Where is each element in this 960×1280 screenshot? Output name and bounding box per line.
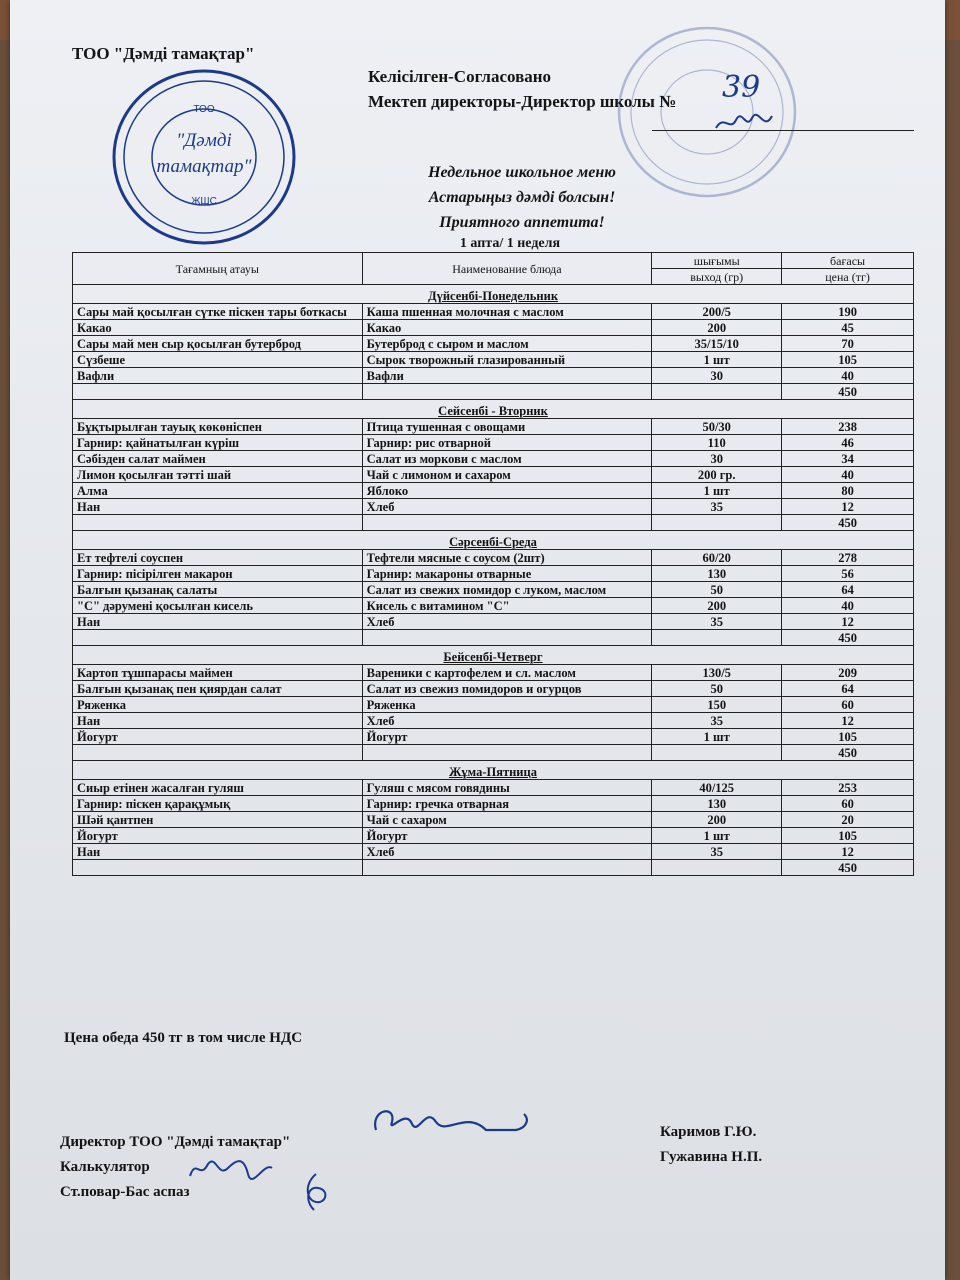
director-school-label: Мектеп директоры-Директор школы № [368, 92, 677, 111]
dish-price: 40 [782, 368, 914, 384]
day-cell [73, 285, 914, 304]
stamp-bottom-text: ЖШС [191, 196, 217, 207]
dish-name-kz: Нан [73, 614, 363, 630]
dish-name-kz: Балғын қызанақ пен қиярдан салат [73, 681, 363, 697]
company-seal-stamp [108, 64, 300, 250]
school-number-handwritten: 39 [722, 70, 761, 105]
day-name: Жұма-Пятница [449, 765, 537, 779]
dish-name-ru: Хлеб [362, 614, 652, 630]
day-total-row [73, 384, 914, 400]
dish-yield: 130 [652, 566, 782, 582]
dish-name-ru: Гарнир: макароны отварные [362, 566, 652, 582]
day-name: Сейсенбі - Вторник [438, 404, 548, 418]
empty-cell [362, 384, 652, 400]
dish-yield: 1 шт [652, 828, 782, 844]
day-total: 450 [782, 384, 914, 400]
dish-name-ru: Ряженка [362, 697, 652, 713]
day-header-row [73, 285, 914, 304]
day-total-row [73, 860, 914, 876]
dish-yield: 35 [652, 499, 782, 515]
dish-yield: 35 [652, 713, 782, 729]
dish-price: 46 [782, 435, 914, 451]
table-row [73, 614, 914, 630]
dish-name-kz: Гарнир: қайнатылған күріш [73, 435, 363, 451]
menu-title: Недельное школьное меню [428, 164, 616, 181]
dish-name-ru: Салат из свежих помидор с луком, маслом [362, 582, 652, 598]
dish-name-ru: Гарнир: рис отварной [362, 435, 652, 451]
dish-name-kz: Гарнир: пісірілген макарон [73, 566, 363, 582]
name-karimov: Каримов Г.Ю. [660, 1124, 757, 1140]
signatory-names [660, 1120, 762, 1170]
dish-price: 40 [782, 598, 914, 614]
dish-name-kz: Картоп тұшпарасы маймен [73, 665, 363, 681]
dish-price: 45 [782, 320, 914, 336]
dish-name-kz: "С" дәрумені қосылған кисель [73, 598, 363, 614]
day-total: 450 [782, 630, 914, 646]
chef-label: Ст.повар-Бас аспаз [60, 1184, 190, 1200]
day-total: 450 [782, 515, 914, 531]
weekly-menu-table [72, 252, 914, 876]
table-row [73, 665, 914, 681]
day-header-row [73, 400, 914, 419]
greeting-kz: Астарыңыз дәмді болсын! [428, 189, 616, 206]
table-row [73, 780, 914, 796]
empty-cell [362, 860, 652, 876]
table-row [73, 729, 914, 745]
dish-name-ru: Вафли [362, 368, 652, 384]
table-row [73, 304, 914, 320]
dish-name-kz: Вафли [73, 368, 363, 384]
dish-name-ru: Яблоко [362, 483, 652, 499]
agreed-label: Келісілген-Согласовано [368, 67, 552, 86]
dish-name-ru: Кисель с витамином "С" [362, 598, 652, 614]
day-name: Дүйсенбі-Понедельник [427, 289, 559, 303]
dish-name-kz: Йогурт [73, 828, 363, 844]
week-label: 1 апта/ 1 неделя [459, 236, 561, 251]
dish-price: 60 [782, 697, 914, 713]
empty-cell [73, 630, 363, 646]
dish-name-kz: Бұқтырылған тауық көкөніспен [73, 419, 363, 435]
day-header-row [73, 761, 914, 780]
dish-price: 56 [782, 566, 914, 582]
dish-yield: 50/30 [652, 419, 782, 435]
dish-yield: 200 гр. [652, 467, 782, 483]
table-row [73, 550, 914, 566]
column-header-yield-kz: шығымы [652, 253, 782, 269]
dish-yield: 1 шт [652, 352, 782, 368]
stamp-center-line1: "Дәмді [176, 130, 232, 151]
dish-price: 105 [782, 729, 914, 745]
director-school-signature [712, 108, 782, 136]
dish-price: 60 [782, 796, 914, 812]
table-row [73, 451, 914, 467]
dish-yield: 40/125 [652, 780, 782, 796]
dish-price: 34 [782, 451, 914, 467]
dish-name-kz: Нан [73, 499, 363, 515]
day-cell [73, 761, 914, 780]
empty-cell [362, 745, 652, 761]
dish-price: 64 [782, 681, 914, 697]
dish-price: 70 [782, 336, 914, 352]
dish-name-ru: Каша пшенная молочная с маслом [362, 304, 652, 320]
empty-cell [362, 515, 652, 531]
dish-yield: 1 шт [652, 483, 782, 499]
table-row [73, 598, 914, 614]
dish-name-kz: Сары май қосылған сүтке піскен тары боткасы [73, 304, 363, 320]
dish-name-ru: Чай с лимоном и сахаром [362, 467, 652, 483]
column-header-price-kz: бағасы [782, 253, 914, 269]
table-row [73, 483, 914, 499]
dish-price: 64 [782, 582, 914, 598]
dish-yield: 150 [652, 697, 782, 713]
dish-yield: 50 [652, 681, 782, 697]
dish-price: 12 [782, 713, 914, 729]
table-row [73, 499, 914, 515]
table-row [73, 467, 914, 483]
dish-name-ru: Салат из моркови с маслом [362, 451, 652, 467]
table-row [73, 812, 914, 828]
dish-name-kz: Ряженка [73, 697, 363, 713]
dish-name-ru: Салат из свежиз помидоров и огурцов [362, 681, 652, 697]
empty-cell [73, 384, 363, 400]
day-total-row [73, 630, 914, 646]
dish-name-ru: Гуляш с мясом говядины [362, 780, 652, 796]
dish-name-kz: Сәбізден салат маймен [73, 451, 363, 467]
dish-name-ru: Хлеб [362, 844, 652, 860]
dish-name-kz: Сары май мен сыр қосылған бутерброд [73, 336, 363, 352]
dish-yield: 35/15/10 [652, 336, 782, 352]
dish-yield: 130/5 [652, 665, 782, 681]
dish-name-ru: Чай с сахаром [362, 812, 652, 828]
dish-name-kz: Ет тефтелі соуспен [73, 550, 363, 566]
column-header-yield-ru: выход (гр) [652, 269, 782, 285]
column-header-kz: Тағамның атауы [73, 253, 363, 285]
day-header-row [73, 646, 914, 665]
day-header-row [73, 531, 914, 550]
empty-cell [652, 630, 782, 646]
chef-signature [296, 1170, 336, 1214]
dish-name-kz: Алма [73, 483, 363, 499]
dish-yield: 30 [652, 451, 782, 467]
calculator-signature [186, 1152, 276, 1186]
dish-name-kz: Шәй қантпен [73, 812, 363, 828]
name-guzhavina: Гужавина Н.П. [660, 1149, 763, 1165]
dish-yield: 200/5 [652, 304, 782, 320]
column-header-ru: Наименование блюда [362, 253, 652, 285]
table-row [73, 828, 914, 844]
price-note: Цена обеда 450 тг в том числе НДС [64, 1030, 303, 1046]
table-row [73, 352, 914, 368]
dish-name-kz: Какао [73, 320, 363, 336]
dish-price: 12 [782, 614, 914, 630]
day-cell [73, 400, 914, 419]
empty-cell [652, 515, 782, 531]
dish-price: 238 [782, 419, 914, 435]
dish-price: 20 [782, 812, 914, 828]
dish-name-ru: Бутерброд с сыром и маслом [362, 336, 652, 352]
dish-yield: 35 [652, 844, 782, 860]
empty-cell [73, 860, 363, 876]
dish-name-ru: Хлеб [362, 499, 652, 515]
director-signature [366, 1100, 536, 1150]
company-name: ТОО "Дәмді тамақтар" [72, 44, 255, 63]
dish-name-kz: Нан [73, 713, 363, 729]
table-row [73, 419, 914, 435]
dish-name-ru: Какао [362, 320, 652, 336]
dish-name-ru: Сырок творожный глазированный [362, 352, 652, 368]
dish-name-ru: Тефтели мясные с соусом (2шт) [362, 550, 652, 566]
dish-yield: 200 [652, 598, 782, 614]
dish-name-ru: Йогурт [362, 828, 652, 844]
dish-name-kz: Балғын қызанақ салаты [73, 582, 363, 598]
dish-price: 105 [782, 352, 914, 368]
dish-name-ru: Птица тушенная с овощами [362, 419, 652, 435]
dish-name-kz: Йогурт [73, 729, 363, 745]
day-total: 450 [782, 860, 914, 876]
table-row [73, 566, 914, 582]
day-name: Сәрсенбі-Среда [449, 535, 537, 549]
empty-cell [652, 384, 782, 400]
table-row [73, 582, 914, 598]
stamp-center-line2: тамақтар" [156, 156, 252, 177]
greeting-ru: Приятного аппетита! [439, 214, 605, 231]
day-total-row [73, 745, 914, 761]
dish-name-ru: Йогурт [362, 729, 652, 745]
empty-cell [652, 860, 782, 876]
dish-name-ru: Хлеб [362, 713, 652, 729]
empty-cell [362, 630, 652, 646]
dish-price: 209 [782, 665, 914, 681]
table-row [73, 368, 914, 384]
table-row [73, 435, 914, 451]
day-cell [73, 531, 914, 550]
day-cell [73, 646, 914, 665]
table-row [73, 320, 914, 336]
dish-name-kz: Сиыр етінен жасалған гуляш [73, 780, 363, 796]
table-row [73, 796, 914, 812]
dish-name-kz: Сүзбеше [73, 352, 363, 368]
table-row [73, 681, 914, 697]
dish-yield: 50 [652, 582, 782, 598]
day-total: 450 [782, 745, 914, 761]
dish-yield: 35 [652, 614, 782, 630]
stamp-top-text: ТОО [193, 104, 215, 115]
approval-block [368, 64, 676, 114]
dish-yield: 110 [652, 435, 782, 451]
empty-cell [73, 745, 363, 761]
table-row [73, 713, 914, 729]
table-row [73, 844, 914, 860]
dish-price: 12 [782, 499, 914, 515]
dish-yield: 1 шт [652, 729, 782, 745]
column-header-price-ru: цена (тг) [782, 269, 914, 285]
dish-yield: 30 [652, 368, 782, 384]
empty-cell [652, 745, 782, 761]
dish-price: 80 [782, 483, 914, 499]
dish-name-ru: Гарнир: гречка отварная [362, 796, 652, 812]
dish-yield: 130 [652, 796, 782, 812]
day-name: Бейсенбі-Четверг [443, 650, 543, 664]
dish-price: 278 [782, 550, 914, 566]
dish-price: 190 [782, 304, 914, 320]
dish-yield: 200 [652, 812, 782, 828]
dish-name-kz: Гарнир: піскен қарақұмық [73, 796, 363, 812]
empty-cell [73, 515, 363, 531]
dish-price: 105 [782, 828, 914, 844]
calculator-label: Калькулятор [60, 1159, 150, 1175]
table-row [73, 697, 914, 713]
dish-price: 253 [782, 780, 914, 796]
table-row [73, 336, 914, 352]
day-total-row [73, 515, 914, 531]
signature-line [652, 130, 914, 131]
dish-yield: 200 [652, 320, 782, 336]
dish-name-kz: Лимон қосылған тәтті шай [73, 467, 363, 483]
dish-price: 12 [782, 844, 914, 860]
menu-titles [372, 160, 672, 235]
director-label: Директор ТОО "Дәмді тамақтар" [60, 1134, 291, 1150]
dish-name-ru: Вареники с картофелем и сл. маслом [362, 665, 652, 681]
dish-yield: 60/20 [652, 550, 782, 566]
dish-price: 40 [782, 467, 914, 483]
dish-name-kz: Нан [73, 844, 363, 860]
